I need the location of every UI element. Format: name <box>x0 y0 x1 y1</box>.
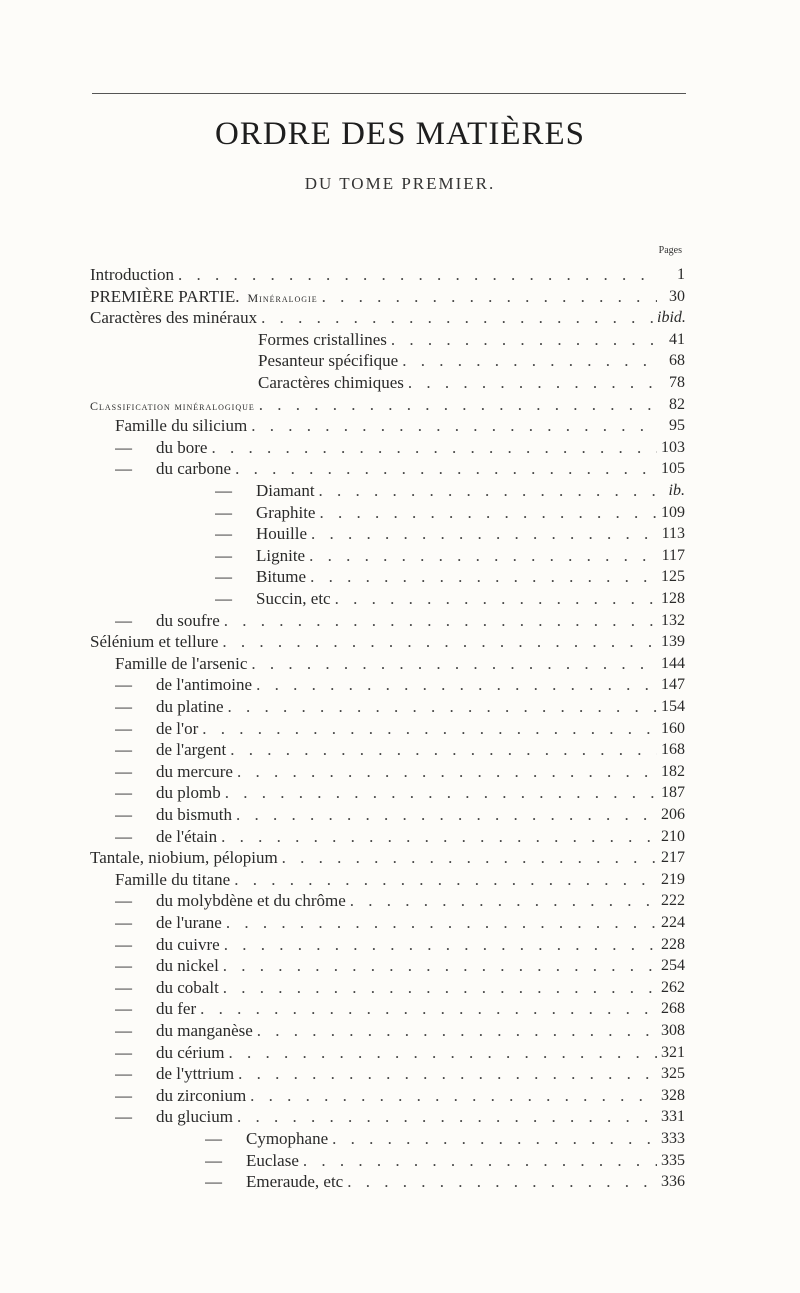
dot-leader <box>311 523 657 545</box>
toc-row <box>0 394 800 416</box>
page-subtitle: DU TOME PREMIER. <box>304 174 496 193</box>
toc-entry <box>215 480 657 502</box>
toc-page-number: 228 <box>661 935 685 953</box>
toc-entry-label: Graphite <box>256 502 316 522</box>
toc-page-number: 333 <box>661 1130 685 1147</box>
toc-row <box>0 804 800 826</box>
dot-leader <box>259 394 657 416</box>
toc-page-number: 103 <box>661 438 685 456</box>
toc-page-number: 139 <box>661 633 685 651</box>
toc-entry <box>115 1085 657 1107</box>
toc-page-number: 117 <box>661 546 685 564</box>
toc-row <box>0 890 800 912</box>
toc-row <box>0 502 800 524</box>
dot-leader <box>236 804 657 826</box>
toc-entry-label: du glucium <box>156 1107 233 1127</box>
toc-entry-label: PREMIÈRE PARTIE. <box>90 286 240 306</box>
dot-leader <box>234 869 657 891</box>
page-title: ORDRE DES MATIÈRES <box>214 116 586 152</box>
ditto-dash: — <box>115 697 132 716</box>
dot-leader <box>178 264 657 286</box>
toc-page-number: 328 <box>661 1086 685 1104</box>
toc-entry-label: Emeraude, etc <box>246 1172 344 1192</box>
toc-page-number: 210 <box>661 827 685 845</box>
ditto-dash: — <box>115 437 132 457</box>
toc-entry <box>258 350 657 372</box>
dot-leader <box>237 1106 657 1128</box>
toc-row <box>0 869 800 891</box>
dot-leader <box>224 610 657 632</box>
toc-entry <box>258 372 657 394</box>
toc-row <box>0 696 800 718</box>
toc-entry-sublabel: Minéralogie <box>247 290 318 305</box>
toc-entry <box>115 826 657 848</box>
toc-row <box>0 588 800 610</box>
toc-row <box>0 653 800 675</box>
toc-row <box>0 847 800 869</box>
toc-entry-label: de l'antimoine <box>156 675 253 695</box>
toc-row <box>0 286 800 308</box>
dot-leader <box>223 955 657 977</box>
toc-entry-label: Formes cristallines <box>258 329 387 349</box>
dot-leader <box>228 1042 657 1064</box>
toc-entry-label: de l'or <box>156 718 199 738</box>
toc-page-number: 113 <box>661 525 685 543</box>
toc-row <box>0 761 800 783</box>
toc-entry <box>205 1128 657 1150</box>
toc-entry <box>205 1171 657 1193</box>
toc-page-number: 268 <box>661 1000 685 1018</box>
toc-entry-label: de l'étain <box>156 826 218 846</box>
dot-leader <box>335 588 657 610</box>
toc-entry <box>115 718 657 740</box>
toc-page-number: 321 <box>661 1043 685 1061</box>
toc-page-number: 41 <box>669 330 685 348</box>
toc-entry <box>115 696 657 718</box>
ditto-dash: — <box>115 1042 132 1062</box>
toc-entry-label: du fer <box>156 999 197 1019</box>
toc-row <box>0 415 800 437</box>
toc-row <box>0 934 800 956</box>
toc-entry <box>115 1042 657 1064</box>
ditto-dash: — <box>215 524 232 544</box>
dot-leader <box>322 286 657 308</box>
toc-row <box>0 826 800 848</box>
toc-entry-label: Tantale, niobium, pélopium <box>90 848 278 868</box>
toc-entry <box>115 1106 657 1128</box>
ditto-dash: — <box>115 1085 132 1105</box>
toc-page-number: 335 <box>661 1151 685 1169</box>
toc-row <box>0 437 800 459</box>
ditto-dash: — <box>115 459 132 479</box>
ditto-dash: — <box>115 718 132 738</box>
toc-entry <box>115 415 657 437</box>
toc-entry <box>115 610 657 632</box>
ditto-dash: — <box>115 1107 132 1127</box>
toc-entry-label: Famille du titane <box>115 869 231 889</box>
toc-entry <box>115 761 657 783</box>
dot-leader <box>202 718 657 740</box>
toc-entry-label: de l'yttrium <box>156 1064 235 1084</box>
toc-page-number: ib. <box>668 482 685 499</box>
ditto-dash: — <box>115 977 132 997</box>
toc-entry-label: du plomb <box>156 783 221 803</box>
toc-entry <box>115 674 657 696</box>
dot-leader <box>200 998 657 1020</box>
toc-entry-label: Lignite <box>256 545 306 565</box>
ditto-dash: — <box>115 913 132 932</box>
toc-page-number: 30 <box>669 287 685 305</box>
toc-entry-label: du mercure <box>156 761 233 781</box>
toc-page-number: 82 <box>669 395 685 413</box>
ditto-dash: — <box>215 567 232 587</box>
dot-leader <box>225 782 657 804</box>
toc-entry-label: Sélénium et tellure <box>90 632 219 652</box>
toc-page-number: 132 <box>661 611 685 629</box>
toc-entry-label: Caractères des minéraux <box>90 308 258 328</box>
toc-entry-label: du cérium <box>156 1042 225 1062</box>
ditto-dash: — <box>205 1129 222 1148</box>
toc-page-number: 147 <box>661 676 685 694</box>
toc-entry-label: Euclase <box>246 1150 299 1170</box>
toc-entry-label: du soufre <box>156 610 220 630</box>
toc-page-number: 336 <box>661 1173 685 1191</box>
toc-entry <box>215 588 657 610</box>
toc-entry <box>90 847 657 869</box>
dot-leader <box>319 480 657 502</box>
toc-entry <box>115 437 657 459</box>
ditto-dash: — <box>115 805 132 824</box>
toc-entry-label: Caractères chimiques <box>258 373 404 392</box>
toc-row <box>0 1128 800 1150</box>
dot-leader <box>223 977 657 999</box>
dot-leader <box>256 674 657 696</box>
toc-entry <box>90 264 657 286</box>
toc-entry-label: du cobalt <box>156 977 219 997</box>
ditto-dash: — <box>115 1064 132 1084</box>
toc-page-number: 68 <box>669 352 685 370</box>
toc-entry-label: de l'argent <box>156 740 227 760</box>
toc-row <box>0 1171 800 1193</box>
toc-entry-label: du zirconium <box>156 1085 247 1105</box>
toc-entry-label: Introduction <box>90 265 175 284</box>
toc-page-number: 224 <box>661 914 685 931</box>
dot-leader <box>224 934 657 956</box>
toc-entry <box>115 912 657 934</box>
ditto-dash: — <box>115 826 132 846</box>
pages-column-label: Pages <box>658 245 682 256</box>
toc-row <box>0 307 800 329</box>
toc-entry <box>115 998 657 1020</box>
toc-entry-label: du carbone <box>156 459 232 479</box>
toc-page-number: 254 <box>661 957 685 975</box>
toc-entry <box>115 869 657 891</box>
dot-leader <box>230 739 657 761</box>
toc-entry-label: du cuivre <box>156 934 220 954</box>
ditto-dash: — <box>115 610 132 630</box>
toc-page-number: 160 <box>661 719 685 737</box>
toc-entry-label: du manganèse <box>156 1021 253 1040</box>
dot-leader <box>332 1128 657 1150</box>
toc-page-number: 95 <box>669 417 685 435</box>
toc-entry <box>90 286 657 309</box>
toc-page-number: 325 <box>661 1065 685 1083</box>
toc-page-number: 78 <box>669 374 685 391</box>
ditto-dash: — <box>215 545 232 565</box>
toc-row <box>0 372 800 394</box>
toc-row <box>0 1106 800 1128</box>
toc-page-number: 105 <box>661 460 685 478</box>
toc-row <box>0 264 800 286</box>
ditto-dash: — <box>115 934 132 954</box>
toc-page-number: 206 <box>661 806 685 823</box>
toc-row <box>0 631 800 653</box>
dot-leader <box>402 350 657 372</box>
dot-leader <box>309 545 657 567</box>
toc-entry-label: Succin, etc <box>256 589 331 608</box>
ditto-dash: — <box>115 675 132 695</box>
toc-entry-label: Classification minéralogique <box>90 398 255 413</box>
toc-page-number: 217 <box>661 849 685 867</box>
toc-row <box>0 739 800 761</box>
toc-entry <box>115 977 657 999</box>
ditto-dash: — <box>115 783 132 803</box>
toc-entry <box>258 329 657 351</box>
toc-row <box>0 545 800 567</box>
toc-entry-label: Houille <box>256 524 307 544</box>
toc-entry <box>115 934 657 956</box>
toc-entry <box>115 653 657 675</box>
dot-leader <box>251 653 657 675</box>
dot-leader <box>347 1171 657 1193</box>
toc-page-number: 308 <box>661 1022 685 1039</box>
toc-row <box>0 674 800 696</box>
dot-leader <box>391 329 657 351</box>
dot-leader <box>238 1063 657 1085</box>
dot-leader <box>282 847 657 869</box>
toc-row <box>0 610 800 632</box>
toc-entry <box>215 566 657 588</box>
toc-page-number: ibid. <box>657 309 686 327</box>
toc-entry <box>215 545 657 567</box>
ditto-dash: — <box>215 502 232 522</box>
dot-leader <box>261 307 657 329</box>
toc-entry-label: du nickel <box>156 956 219 976</box>
toc-entry <box>90 631 657 653</box>
dot-leader <box>310 566 657 588</box>
toc-entry-label: Pesanteur spécifique <box>258 351 399 371</box>
top-rule <box>92 93 686 94</box>
toc-entry-label: Famille de l'arsenic <box>115 653 248 673</box>
toc-row <box>0 782 800 804</box>
toc-page-number: 222 <box>661 892 685 910</box>
toc-entry-label: Cymophane <box>246 1129 329 1148</box>
toc-row <box>0 977 800 999</box>
dot-leader <box>303 1150 657 1172</box>
ditto-dash: — <box>115 891 132 911</box>
toc-row <box>0 1085 800 1107</box>
toc-entry-label: du bismuth <box>156 805 233 824</box>
toc-entry <box>115 458 657 480</box>
toc-entry <box>115 890 657 912</box>
toc-row <box>0 566 800 588</box>
ditto-dash: — <box>115 761 132 781</box>
dot-leader <box>250 1085 657 1107</box>
toc-entry-label: du bore <box>156 437 208 457</box>
toc-entry <box>115 955 657 977</box>
toc-row <box>0 1063 800 1085</box>
toc-entry <box>90 394 657 417</box>
toc-row <box>0 350 800 372</box>
ditto-dash: — <box>115 1021 132 1040</box>
toc-entry <box>215 523 657 545</box>
dot-leader <box>221 826 657 848</box>
ditto-dash: — <box>115 956 132 976</box>
toc-entry-label: de l'urane <box>156 913 222 932</box>
toc-page-number: 219 <box>661 870 685 888</box>
toc-entry <box>90 307 657 329</box>
toc-entry-label: Bitume <box>256 567 307 587</box>
toc-entry <box>115 1063 657 1085</box>
dot-leader <box>319 502 657 524</box>
dot-leader <box>257 1020 657 1042</box>
toc-entry <box>115 804 657 826</box>
toc-entry-label: Diamant <box>256 481 315 500</box>
dot-leader <box>350 890 657 912</box>
toc-page-number: 154 <box>661 698 685 715</box>
toc-row <box>0 718 800 740</box>
toc-row <box>0 329 800 351</box>
toc-page-number: 109 <box>661 503 685 521</box>
toc-row <box>0 480 800 502</box>
dot-leader <box>251 415 657 437</box>
toc-entry-label: du platine <box>156 697 224 716</box>
toc-page-number: 182 <box>661 762 685 780</box>
toc-entry <box>205 1150 657 1172</box>
toc-entry-label: Famille du silicium <box>115 416 248 436</box>
toc-page-number: 168 <box>661 741 685 759</box>
ditto-dash: — <box>115 999 132 1019</box>
ditto-dash: — <box>215 589 232 608</box>
dot-leader <box>226 912 657 934</box>
toc-entry <box>115 739 657 761</box>
toc-page-number: 1 <box>677 266 685 283</box>
toc-row <box>0 1042 800 1064</box>
toc-row <box>0 912 800 934</box>
toc-row <box>0 1020 800 1042</box>
ditto-dash: — <box>115 740 132 760</box>
toc-entry-label: du molybdène et du chrôme <box>156 891 346 911</box>
toc-page-number: 125 <box>661 568 685 586</box>
dot-leader <box>237 761 657 783</box>
dot-leader <box>211 437 657 459</box>
ditto-dash: — <box>205 1150 222 1170</box>
ditto-dash: — <box>205 1172 222 1192</box>
dot-leader <box>222 631 657 653</box>
dot-leader <box>228 696 657 718</box>
toc-page-number: 144 <box>661 654 685 672</box>
dot-leader <box>235 458 657 480</box>
toc-row <box>0 523 800 545</box>
toc-page-number: 187 <box>661 784 685 802</box>
toc-page-number: 128 <box>661 590 685 607</box>
toc-entry <box>215 502 657 524</box>
toc-entry <box>115 782 657 804</box>
ditto-dash: — <box>215 481 232 500</box>
dot-leader <box>408 372 657 394</box>
toc-row <box>0 998 800 1020</box>
toc-row <box>0 1150 800 1172</box>
toc-page-number: 331 <box>661 1108 685 1126</box>
toc-entry <box>115 1020 657 1042</box>
toc-row <box>0 458 800 480</box>
toc-page-number: 262 <box>661 978 685 996</box>
toc-row <box>0 955 800 977</box>
